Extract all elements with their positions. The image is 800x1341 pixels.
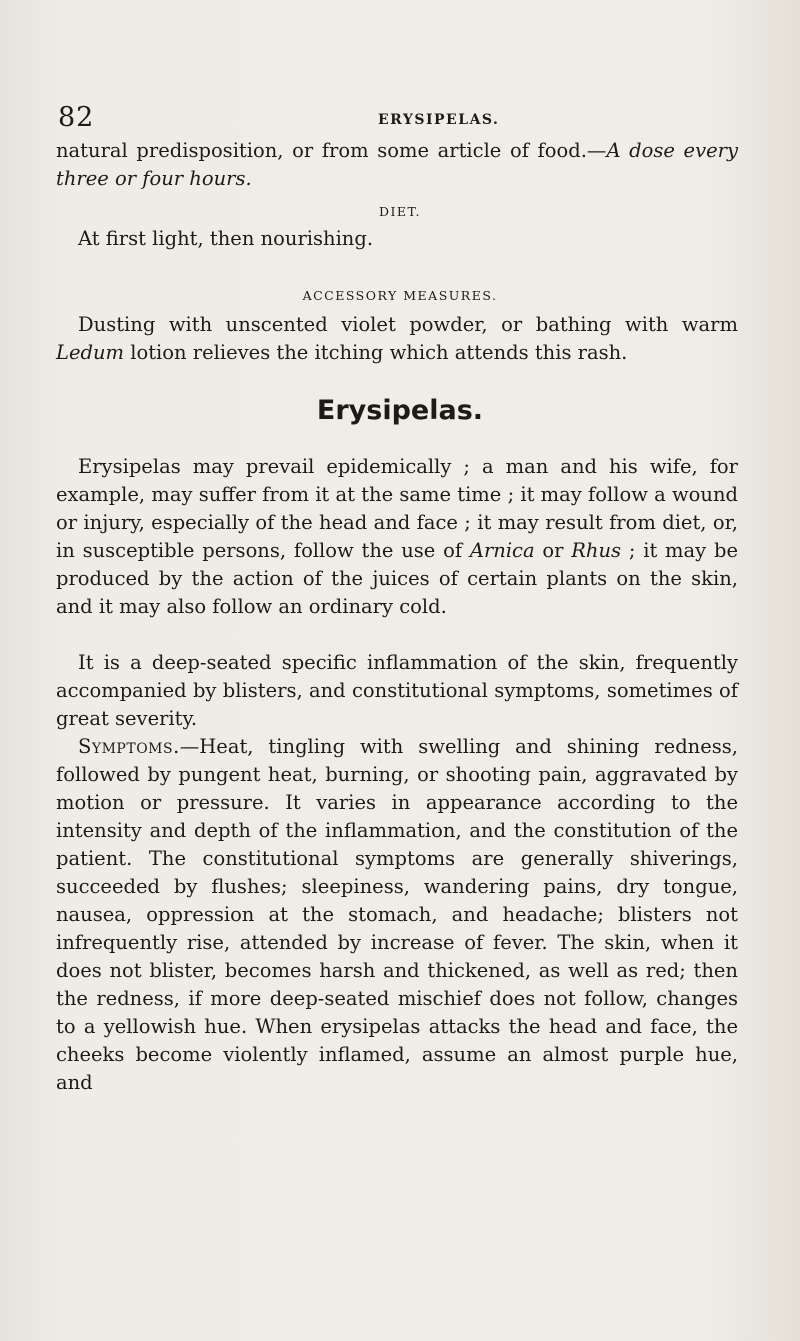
symptoms-paragraph (56, 733, 738, 1097)
intro-paragraph (56, 453, 738, 621)
intro-text-b: or (534, 539, 572, 562)
running-title: ERYSIPELAS. (378, 112, 500, 128)
diet-text: At first light, then nourishing. (78, 227, 374, 250)
intro-text-c: ; it may be produced by the action of the juices of certain plants on the skin, and it may also follow an ordinary cold. (56, 539, 739, 618)
diet-heading: DIET. (378, 204, 422, 219)
remedy-arnica: Arnica (469, 539, 535, 562)
symptoms-label: Symptoms. (78, 735, 180, 758)
symptoms-text: —Heat, tingling with swelling and shining redness, followed by pungent heat, burning, or shooting pain, aggravated by motion or pressure. It varies in appearance according to the intensity and depth of the inflammation, and the constitution of the patient. The constitutional symptoms are generally shiverings, succeeded by flushes; sleepiness, wandering pains, dry tongue, nausea, oppression at the stomach, and headache; blisters not infrequently rise, attended by increase of fever. The skin, when it does not blister, becomes harsh and thickened, as well as red; then the redness, if more deep-seated mischief does not follow, changes to a yellowish hue. When erysipelas attacks the head and face, the cheeks become violently inflamed, assume an almost purple hue, and (56, 735, 738, 1094)
paragraph-continuation (56, 137, 738, 193)
accessory-measures-text (56, 311, 738, 367)
dosage-instruction: A dose every three or four hours. (56, 139, 738, 190)
remedy-ledum: Ledum (56, 341, 125, 364)
intro-text-a: Erysipelas may prevail epidemically ; a man and his wife, for example, may suffer from it at the same time ; it may follow a wound or injury, especially of the head and face ; it may result from diet, or, in susceptible persons, follow the use of (56, 455, 738, 562)
description-paragraph: It is a deep-seated specific inflammation of the skin, frequently accompanied by blisters, and constitutional symptoms, sometimes of great severity. (56, 651, 738, 730)
section-title: Erysipelas. (316, 395, 484, 426)
accessory-text-end: lotion relieves the itching which attends this rash. (124, 341, 628, 364)
paragraph-continuation-text: natural predisposition, or from some article of food.— (56, 139, 607, 162)
running-head (0, 102, 800, 132)
accessory-text-start: Dusting with unscented violet powder, or bathing with warm (78, 313, 738, 336)
remedy-rhus: Rhus (571, 539, 622, 562)
page-number: 82 (58, 102, 95, 133)
accessory-measures-heading: ACCESSORY MEASURES. (302, 288, 498, 303)
